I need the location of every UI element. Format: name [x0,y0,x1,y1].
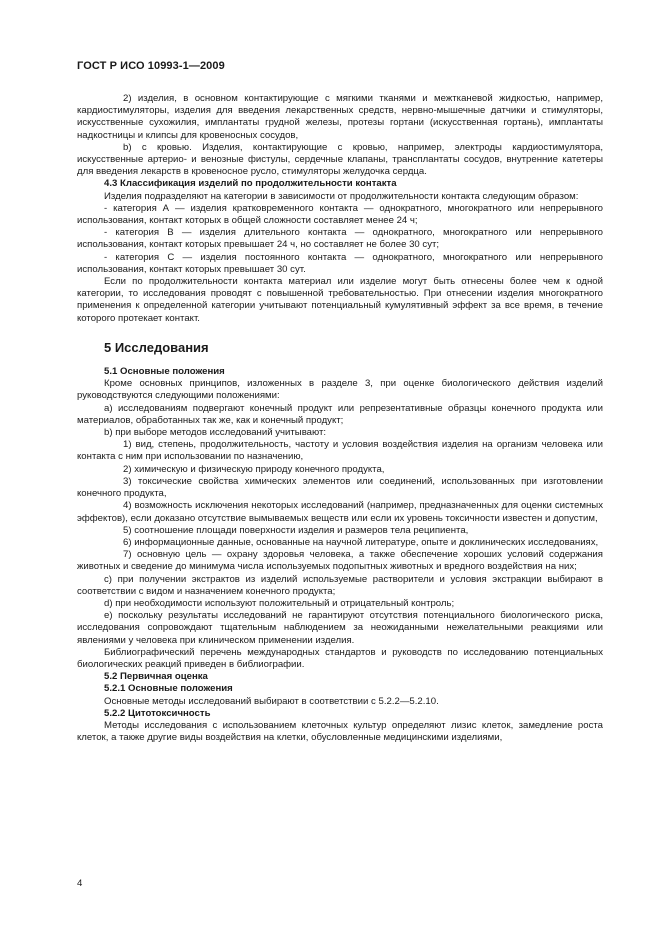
list-item: b) при выборе методов исследований учитывают: [104,427,327,439]
list-item: 4) возможность исключения некоторых исследований (например, предназначенных для оценки системных эффектов), если доказано отсутствие вымываемых веществ или если их уровень токсичности известен и допустим, [77,500,603,524]
paragraph: Методы исследования с использованием клеточных культур определяют лизис клеток, замедление роста клеток, а также другие виды воздействия на клетки, обусловленные медицинскими изделиями, [77,719,603,744]
paragraph: b) с кровью. Изделия, контактирующие с кровью, например, электроды кардиостимулятора, искусственные артерио- и венозные фистулы, сердечные клапаны, трансплантаты сосудов, внутренние катетеры для введения лекарств в кровеносное русло, стимуляторы желудочка сердца. [77,141,603,178]
section-heading-4-3: 4.3 Классификация изделий по продолжительности контакта [104,178,397,190]
list-item: c) при получении экстрактов из изделий используемые растворители и условия экстракции выбирают в соответствии с видом и назначением конечного продукта; [77,573,603,597]
paragraph: Основные методы исследований выбирают в соответствии с 5.2.2—5.2.10. [104,695,439,707]
section-heading-5-2-1: 5.2.1 Основные положения [104,683,233,695]
list-item: e) поскольку результаты исследований не гарантируют отсутствия потенциального биологического риска, исследования сопровождают тщательным наблюдением за неожиданными нежелательными реакциями или явлениями у человека при клиническом применении изделия. [77,610,603,646]
section-heading-5-2-2: 5.2.2 Цитотоксичность [104,707,211,719]
list-item: 3) токсические свойства химических элементов или соединений, использованных при изготовлении конечного продукта, [77,475,603,500]
section-heading-5-2: 5.2 Первичная оценка [104,671,208,683]
list-item: 2) химическую и физическую природу конечного продукта, [123,463,385,475]
page-number: 4 [77,878,83,889]
list-item: - категория С — изделия постоянного контакта — однократного, многократного или непрерывного использования, контакт которых превышает 30 сут. [77,251,603,275]
list-item: 1) вид, степень, продолжительность, частоту и условия воздействия изделия на организм человека или контакта с ним при использовании по назначению, [77,439,603,463]
paragraph: Изделия подразделяют на категории в зависимости от продолжительности контакта следующим образом: [104,190,579,202]
document-header: ГОСТ Р ИСО 10993-1—2009 [77,60,225,72]
list-item: 5) соотношение площади поверхности изделия и размеров тела реципиента, [123,524,469,536]
list-item: - категория А — изделия кратковременного контакта — однократного, многократного или непрерывного использования, контакт которых в общей сложности составляет менее 24 ч; [77,202,603,227]
paragraph: 2) изделия, в основном контактирующие с мягкими тканями и межтканевой жидкостью, например, кардиостимуляторы, изделия для введения лекарственных средств, нервно-мышечные датчики и стимуляторы, искусственные сухожилия, имплантаты грудной железы, протезы гортани (искусственная гортань), имплантаты надкостницы и клипсы для кровеносных сосудов, [77,93,603,141]
section-heading-5-1: 5.1 Основные положения [104,366,225,378]
document-body [77,93,603,744]
paragraph: Если по продолжительности контакта материал или изделие могут быть отнесены более чем к одной категории, то исследования проводят с повышенной требовательностью. При отнесении изделия многократного применения к определенной категории учитывают потенциальный кумулятивный эффект за все время, в течение которого протекает контакт. [77,276,603,324]
list-item: a) исследованиям подвергают конечный продукт или репрезентативные образцы конечного продукта или материалов, обработанных так же, как и конечный продукт; [77,402,603,426]
paragraph: Библиографический перечень международных стандартов и руководств по исследованию потенциальных биологических реакций приведен в библиографии. [77,646,603,670]
list-item: d) при необходимости используют положительный и отрицательный контроль; [104,597,455,609]
paragraph: Кроме основных принципов, изложенных в разделе 3, при оценке биологического действия изделий руководствуются следующими положениями: [77,378,603,402]
list-item: 6) информационные данные, основанные на научной литературе, опыте и доклинических исследованиях, [123,536,599,548]
list-item: 7) основную цель — охрану здоровья человека, а также обеспечение хороших условий содержания животных и сведение до минимума числа используемых подопытных животных и вредного воздействия на них; [77,549,603,573]
section-heading-5: 5 Исследования [104,339,209,355]
list-item: - категория В — изделия длительного контакта — однократного, многократного или непрерывного использования, контакт которых превышает 24 ч, но составляет не более 30 сут; [77,227,603,251]
